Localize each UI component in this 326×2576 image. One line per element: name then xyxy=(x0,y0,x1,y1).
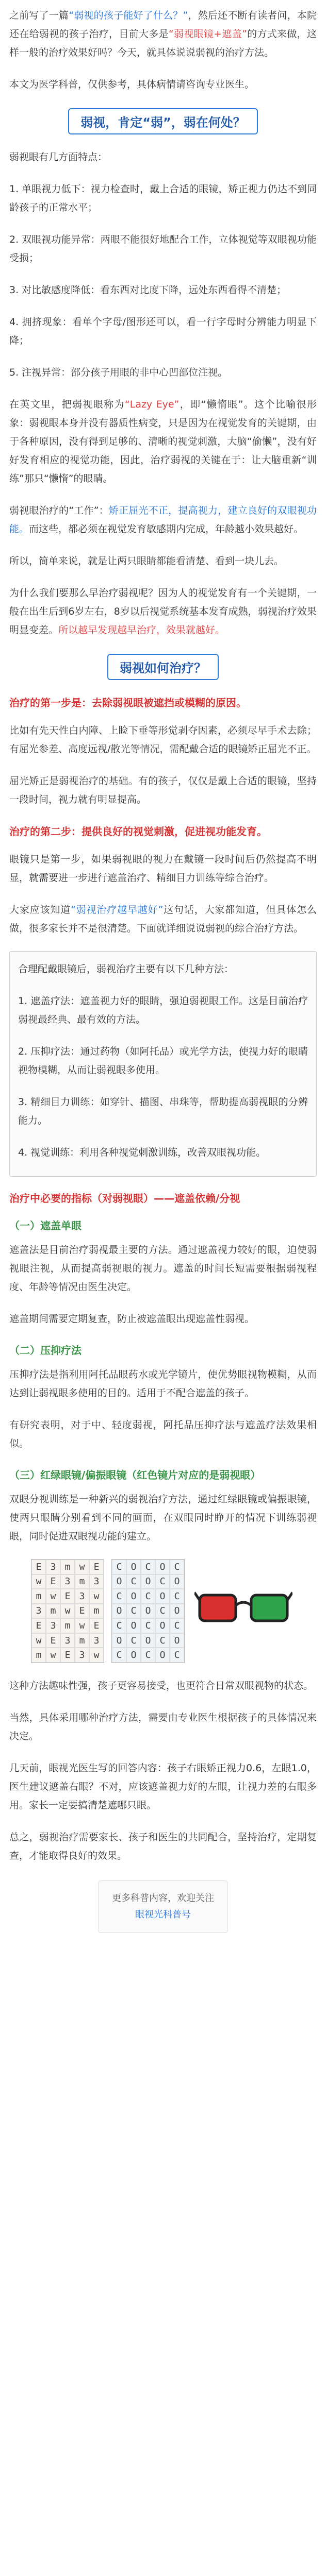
section-title: 弱视如何治疗？ xyxy=(107,654,219,680)
section-title: 弱视，肯定“弱”，弱在何处？ xyxy=(68,108,258,134)
training-card-image: E 3 m w E w E 3 m 3 m w E 3 w 3 m w E m E 3 m w E w E 3 m 3 m w E 3 w xyxy=(31,1559,104,1663)
summary-item: 3. 精细目力训练：如穿针、描图、串珠等，帮助提高弱视眼的分辨能力。 xyxy=(18,1096,308,1126)
body-paragraph: 双眼分视训练是一种新兴的弱视治疗方法，通过红绿眼镜或偏振眼镜，使两只眼睛分别看到不同的画面，在双眼同时睁开的情况下训练弱视眼，同时促进双眼视功能的建立。 xyxy=(9,1494,317,1542)
text-span: 大家应该知道 xyxy=(9,904,71,916)
method-heading: （三）红绿眼镜/偏振眼镜（红色镜片对应的是弱视眼） xyxy=(9,1469,261,1481)
section-heading xyxy=(9,654,317,680)
body-paragraph: 总之，弱视治疗需要家长、孩子和医生的共同配合，坚持治疗，定期复查，才能取得良好的效果。 xyxy=(9,1832,317,1861)
body-paragraph: 3. 对比敏感度降低：看东西对比度下降，远处东西看得不清楚； xyxy=(9,284,287,296)
body-paragraph: 有研究表明，对于中、轻度弱视，阿托品压抑疗法与遮盖疗法效果相似。 xyxy=(9,1419,317,1449)
body-paragraph: 比如有先天性白内障、上睑下垂等形觉剥夺因素，必须尽早手术去除；有屈光参差、高度远视/散光等情况，需配戴合适的眼镜矫正屈光不正。 xyxy=(9,725,317,755)
glasses-icon xyxy=(194,1580,292,1641)
body-paragraph: 4. 拥挤现象：看单个字母/图形还可以，看一行字母时分辨能力明显下降； xyxy=(9,316,317,346)
footer xyxy=(9,1880,317,1933)
account-name: 眼视光科普号 xyxy=(135,1909,191,1920)
body-paragraph: 弱视眼有几方面特点： xyxy=(9,151,108,163)
text-span: 在英文里，把弱视眼称为 xyxy=(9,399,125,410)
summary-box xyxy=(9,951,317,1177)
summary-title: 合理配戴眼镜后，弱视治疗主要有以下几种方法： xyxy=(18,963,234,975)
intro-text: 的方式来做，这样一般的治疗效果好吗？今天，就具体说说弱视的治疗方法。 xyxy=(9,28,317,58)
text-span: 因为人的视觉发育有一个关键期，一般在出生后到6岁左右，8岁以后视觉系统基本发育成熟，弱视治疗效果明显变差。 xyxy=(9,587,317,636)
intro-highlight: “弱视眼镜+遮盖” xyxy=(168,28,247,40)
body-paragraph xyxy=(9,395,317,488)
article-link[interactable]: “弱视的孩子能好了什么？” xyxy=(69,10,188,21)
training-image-row xyxy=(9,1559,317,1663)
intro-note: 本文为医学科普，仅供参考，具体病情请咨询专业医生。 xyxy=(9,79,255,90)
method-heading: （二）压抑疗法 xyxy=(9,1344,82,1357)
body-paragraph: 5. 注视异常：部分孩子用眼的非中心凹部位注视。 xyxy=(9,367,228,378)
summary-item: 2. 压抑疗法：通过药物（如阿托品）或光学方法，使视力好的眼睛视物模糊，从而让弱视眼多使用。 xyxy=(18,1046,308,1076)
body-paragraph: 几天前，眼视光医生写的回答内容：孩子右眼矫正视力0.6，左眼1.0，医生建议遮盖右眼？不对，应该遮盖视力好的左眼，让视力差的右眼多用。家长一定要搞清楚遮哪只眼。 xyxy=(9,1762,317,1811)
body-paragraph: 这种方法趣味性强，孩子更容易接受，也更符合日常双眼视物的状态。 xyxy=(9,1680,314,1691)
follow-card[interactable] xyxy=(98,1880,228,1933)
highlight-span: 所以越早发现越早治疗，效果就越好。 xyxy=(58,624,225,636)
text-span: 而这些，都必须在视觉发育敏感期内完成，年龄越小效果越好。 xyxy=(29,523,304,535)
training-card-image: C O C O C O C O C O C O C O C O C O C O C O C O C O C O C O C O C O C xyxy=(111,1559,185,1663)
body-paragraph xyxy=(9,584,317,639)
intro-text: ，然后还不断有读者问，本院还在给弱视的孩子治疗，目前大多是 xyxy=(9,10,317,40)
body-paragraph: 压抑疗法是指利用阿托品眼药水或光学镜片，使优势眼视物模糊，从而达到让弱视眼多使用的目的。适用于不配合遮盖的孩子。 xyxy=(9,1369,317,1399)
text-span: ，即“懒惰眼”。这个比喻很形象：弱视眼本身并没有器质性病变，只是因为在视觉发育的关键期，由于各种原因，没有得到足够的、清晰的视觉刺激，大脑“偷懒”，没有好好发育相应的视觉功能，因此，治疗弱视的关键在于：让大脑重新“训练”那只“懒惰”的眼睛。 xyxy=(9,399,317,484)
intro-text: 之前写了一篇 xyxy=(9,10,69,21)
highlight-span: “Lazy Eye” xyxy=(124,399,180,410)
intro-paragraph xyxy=(9,6,317,62)
text-span: 弱视眼治疗的“工作”： xyxy=(9,505,109,516)
body-paragraph xyxy=(9,501,317,538)
summary-item: 1. 遮盖疗法：遮盖视力好的眼睛，强迫弱视眼工作。这是目前治疗弱视最经典、最有效的方法。 xyxy=(18,995,308,1025)
text-span: 为什么我们要那么早治疗弱视呢？ xyxy=(9,587,158,599)
summary-item: 4. 视觉训练：利用各种视觉刺激训练，改善双眼视功能。 xyxy=(18,1147,266,1158)
text-span: 这句话，大家都知道，但具体怎么做，很多家长并不是很清楚。下面就详细说说弱视的综合治疗方法。 xyxy=(9,904,317,934)
body-paragraph: 遮盖期间需要定期复查，防止被遮盖眼出现遮盖性弱视。 xyxy=(9,1313,255,1325)
highlight-span: “弱视治疗越早越好” xyxy=(71,904,164,916)
body-paragraph: 所以，简单来说，就是让两只眼睛都能看清楚、看到一块儿去。 xyxy=(9,555,284,567)
body-paragraph: 遮盖法是目前治疗弱视最主要的方法。通过遮盖视力较好的眼，迫使弱视眼注视，从而提高弱视眼的视力。遮盖的时间长短需要根据弱视程度、年龄等情况由医生决定。 xyxy=(9,1244,317,1293)
body-paragraph: 眼镜只是第一步，如果弱视眼的视力在戴镜一段时间后仍然提高不明显，就需要进一步进行遮盖治疗、精细目力训练等综合治疗。 xyxy=(9,854,317,884)
subsection-heading: 治疗的第二步：提供良好的视觉刺激，促进视功能发育。 xyxy=(9,825,267,838)
section-heading xyxy=(9,108,317,134)
subsection-heading: 治疗的第一步是：去除弱视眼被遮挡或模糊的原因。 xyxy=(9,697,247,709)
body-paragraph xyxy=(9,901,317,938)
subsection-heading: 治疗中必要的指标（对弱视眼）——遮盖依赖/分视 xyxy=(9,1192,240,1205)
body-paragraph: 屈光矫正是弱视治疗的基础。有的孩子，仅仅是戴上合适的眼镜，坚持一段时间，视力就有明显提高。 xyxy=(9,775,317,805)
body-paragraph: 2. 双眼视功能异常：两眼不能很好地配合工作，立体视觉等双眼视功能受损； xyxy=(9,234,317,264)
body-paragraph: 当然，具体采用哪种治疗方法，需要由专业医生根据孩子的具体情况来决定。 xyxy=(9,1712,317,1742)
method-heading: （一）遮盖单眼 xyxy=(9,1219,82,1232)
red-green-glasses-image xyxy=(192,1559,295,1662)
highlight-span: 矫正屈光不正，提高视力，建立良好的双眼视功能。 xyxy=(9,505,317,535)
footer-line: 更多科普内容，欢迎关注 xyxy=(112,1893,214,1904)
body-paragraph: 1. 单眼视力低下：视力检查时，戴上合适的眼镜，矫正视力仍达不到同龄孩子的正常水平； xyxy=(9,183,317,213)
